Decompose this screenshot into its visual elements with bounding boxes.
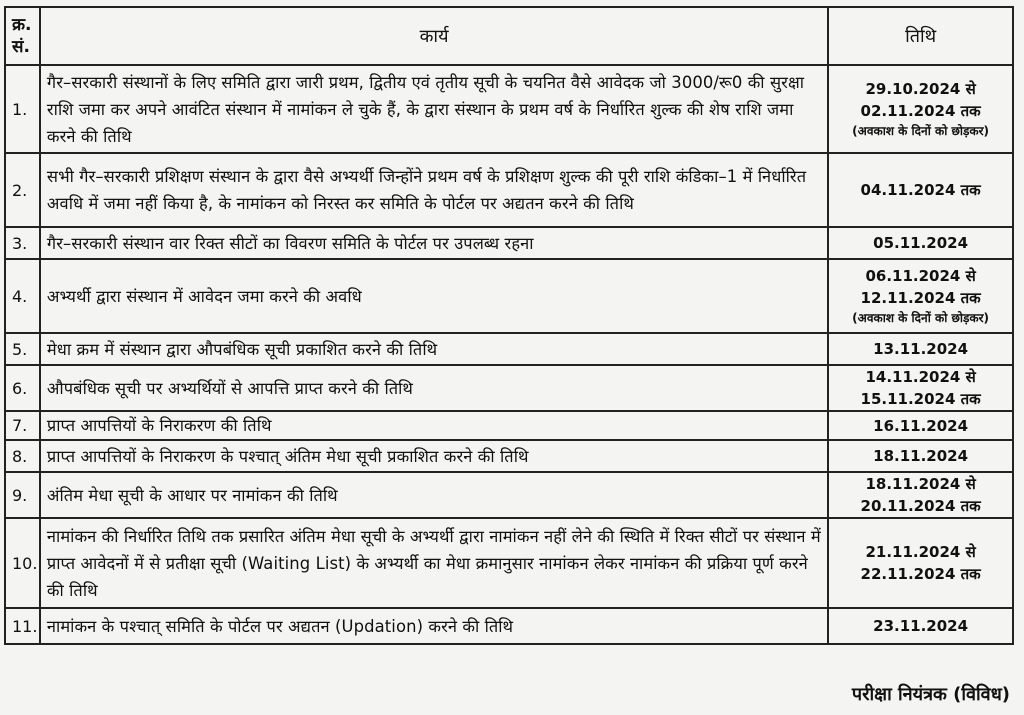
row-serial-number: 7. (5, 411, 40, 440)
row-date (828, 608, 1013, 644)
row-date (828, 227, 1013, 259)
row-serial-number: 3. (5, 227, 40, 259)
row-task: प्राप्त आपत्तियों के निराकरण के पश्चात् अंतिम मेधा सूची प्रकाशित करने की तिथि (40, 440, 828, 472)
date-end: 02.11.2024 तक (860, 102, 981, 120)
row-date (828, 440, 1013, 472)
date-start: 16.11.2024 (873, 416, 969, 435)
date-start: 14.11.2024 से (865, 368, 976, 386)
row-serial-number: 1. (5, 65, 40, 153)
row-serial-number: 2. (5, 153, 40, 227)
table-row (5, 411, 1013, 440)
row-task: प्राप्त आपत्तियों के निराकरण की तिथि (40, 411, 828, 440)
row-serial-number: 4. (5, 259, 40, 333)
row-task: नामांकन के पश्चात् समिति के पोर्टल पर अद्यतन (Updation) करने की तिथि (40, 608, 828, 644)
table-row (5, 227, 1013, 259)
row-date (828, 518, 1013, 608)
row-task: मेधा क्रम में संस्थान द्वारा औपबंधिक सूची प्रकाशित करने की तिथि (40, 333, 828, 365)
row-serial-number: 10. (5, 518, 40, 608)
date-start: 05.11.2024 (873, 234, 969, 252)
table-row (5, 153, 1013, 227)
row-serial-number: 11. (5, 608, 40, 644)
row-task: गैर–सरकारी संस्थान वार रिक्त सीटों का विवरण समिति के पोर्टल पर उपलब्ध रहना (40, 227, 828, 259)
schedule-rows (5, 65, 1013, 644)
row-date (828, 472, 1013, 518)
schedule-table (4, 6, 1014, 645)
row-date (828, 411, 1013, 440)
date-end: 22.11.2024 तक (860, 565, 981, 583)
table-row (5, 365, 1013, 411)
holiday-note: (अवकाश के दिनों को छोड़कर) (852, 124, 990, 138)
row-serial-number: 6. (5, 365, 40, 411)
table-row (5, 65, 1013, 153)
row-task: अंतिम मेधा सूची के आधार पर नामांकन की तिथि (40, 472, 828, 518)
row-date (828, 333, 1013, 365)
table-header-row (5, 7, 1013, 65)
table-row (5, 608, 1013, 644)
header-date: तिथि (828, 7, 1013, 65)
row-task: अभ्यर्थी द्वारा संस्थान में आवेदन जमा करने की अवधि (40, 259, 828, 333)
table-row (5, 333, 1013, 365)
date-end: 15.11.2024 तक (860, 390, 981, 408)
signature-title: परीक्षा नियंत्रक (विविध) (851, 684, 1010, 705)
row-serial-number: 9. (5, 472, 40, 518)
date-start: 13.11.2024 (873, 340, 969, 358)
row-task: औपबंधिक सूची पर अभ्यर्थियों से आपत्ति प्राप्त करने की तिथि (40, 365, 828, 411)
header-task: कार्य (40, 7, 828, 65)
date-start: 06.11.2024 से (865, 267, 976, 285)
table-row (5, 440, 1013, 472)
header-serial-number: क्र. सं. (5, 7, 40, 65)
date-start: 04.11.2024 तक (860, 181, 981, 199)
row-task: सभी गैर–सरकारी प्रशिक्षण संस्थान के द्वारा वैसे अभ्यर्थी जिन्होंने प्रथम वर्ष के प्रशिक्षण शुल्क की पूरी राशि कंडिका–1 में निर्धारित अवधि में जमा नहीं किया है, के नामांकन को निरस्त कर समिति के पोर्टल पर अद्यतन करने की तिथि (40, 153, 828, 227)
date-start: 29.10.2024 से (865, 80, 976, 98)
row-serial-number: 8. (5, 440, 40, 472)
row-task: गैर–सरकारी संस्थानों के लिए समिति द्वारा जारी प्रथम, द्वितीय एवं तृतीय सूची के चयनित वैसे आवेदक जो 3000/रू0 की सुरक्षा राशि जमा कर अपने आवंटित संस्थान में नामांकन ले चुके हैं, के द्वारा संस्थान के प्रथम वर्ष के निर्धारित शुल्क की शेष राशि जमा करने की तिथि (40, 65, 828, 153)
date-start: 21.11.2024 से (865, 543, 976, 561)
holiday-note: (अवकाश के दिनों को छोड़कर) (852, 311, 990, 325)
row-date (828, 153, 1013, 227)
date-start: 18.11.2024 (873, 447, 969, 465)
table-row (5, 518, 1013, 608)
table-row (5, 472, 1013, 518)
row-task: नामांकन की निर्धारित तिथि तक प्रसारित अंतिम मेधा सूची के अभ्यर्थी द्वारा नामांकन नहीं लेने की स्थिति में रिक्त सीटों पर संस्थान में प्राप्त आवेदनों में से प्रतीक्षा सूची (Waiting List) के अभ्यर्थी का मेधा क्रमानुसार नामांकन लेकर नामांकन की प्रक्रिया पूर्ण करने की तिथि (40, 518, 828, 608)
row-serial-number: 5. (5, 333, 40, 365)
row-date (828, 365, 1013, 411)
row-date (828, 259, 1013, 333)
row-date (828, 65, 1013, 153)
table-row (5, 259, 1013, 333)
date-end: 12.11.2024 तक (860, 289, 981, 307)
date-start: 23.11.2024 (873, 617, 969, 635)
date-start: 18.11.2024 से (865, 475, 976, 493)
date-end: 20.11.2024 तक (860, 497, 981, 515)
